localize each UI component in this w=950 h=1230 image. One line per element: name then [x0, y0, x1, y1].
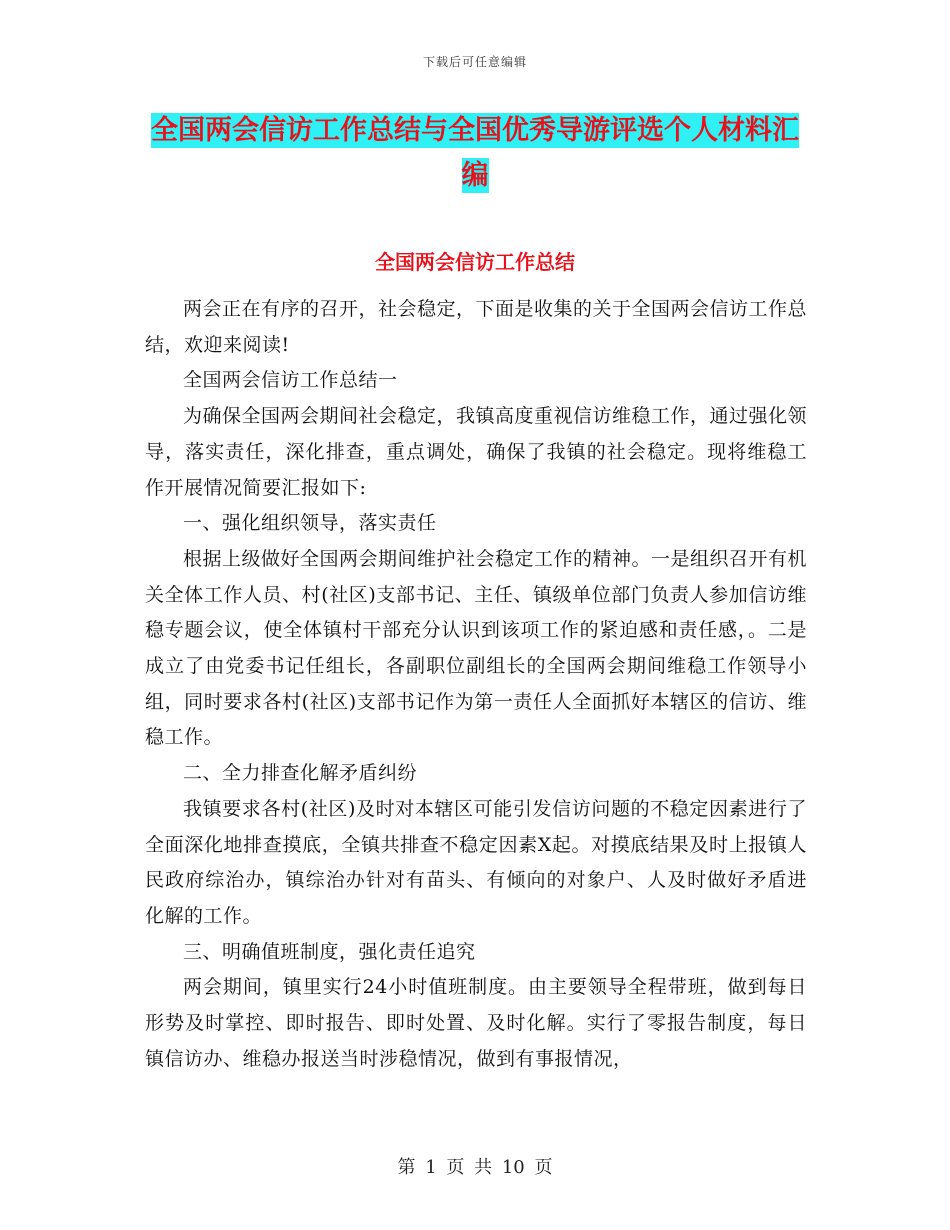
page-number-footer: 第 1 页 共 10 页: [397, 1157, 553, 1178]
paragraph-preface: 为确保全国两会期间社会稳定，我镇高度重视信访维稳工作，通过强化领导，落实责任，深化排查，重点调处，确保了我镇的社会稳定。现将维稳工作开展情况简要汇报如下:: [145, 405, 808, 499]
document-title: [140, 108, 810, 198]
section-title: 全国两会信访工作总结: [375, 250, 575, 274]
paragraph-heading-2: 二、全力排查化解矛盾纠纷: [183, 762, 418, 785]
paragraph-body-1: 根据上级做好全国两会期间维护社会稳定工作的精神。一是组织召开有机关全体工作人员、村(社区)支部书记、主任、镇级单位部门负责人参加信访维稳专题会议，使全体镇村干部充分认识到该项工作的紧迫感和责任感，。二是成立了由党委书记任组长，各副职位副组长的全国两会期间维稳工作领导小组，同时要求各村(社区)支部书记作为第一责任人全面抓好本辖区的信访、维稳工作。: [145, 547, 808, 749]
document-title-text: 全国两会信访工作总结与全国优秀导游评选个人材料汇编: [151, 115, 799, 191]
paragraph-heading-1: 一、强化组织领导，落实责任: [183, 512, 437, 535]
page-header-note: 下载后可任意编辑: [422, 55, 527, 69]
paragraph-subtitle: 全国两会信访工作总结一: [183, 369, 398, 392]
document-body: [145, 292, 807, 1077]
paragraph-heading-3: 三、明确值班制度，强化责任追究: [183, 940, 476, 963]
paragraph-body-2: 我镇要求各村(社区)及时对本辖区可能引发信访问题的不稳定因素进行了全面深化地排查摸底，全镇共排查不稳定因素X起。对摸底结果及时上报镇人民政府综治办，镇综治办针对有苗头、有倾向的对象户、人及时做好矛盾进化解的工作。: [145, 797, 807, 927]
paragraph-intro: 两会正在有序的召开，社会稳定，下面是收集的关于全国两会信访工作总结，欢迎来阅读!: [145, 298, 808, 356]
paragraph-body-3: 两会期间，镇里实行24小时值班制度。由主要领导全程带班，做到每日形势及时掌控、即时报告、即时处置、及时化解。实行了零报告制度，每日镇信访办、维稳办报送当时涉稳情况，做到有事报情况，: [145, 976, 807, 1070]
